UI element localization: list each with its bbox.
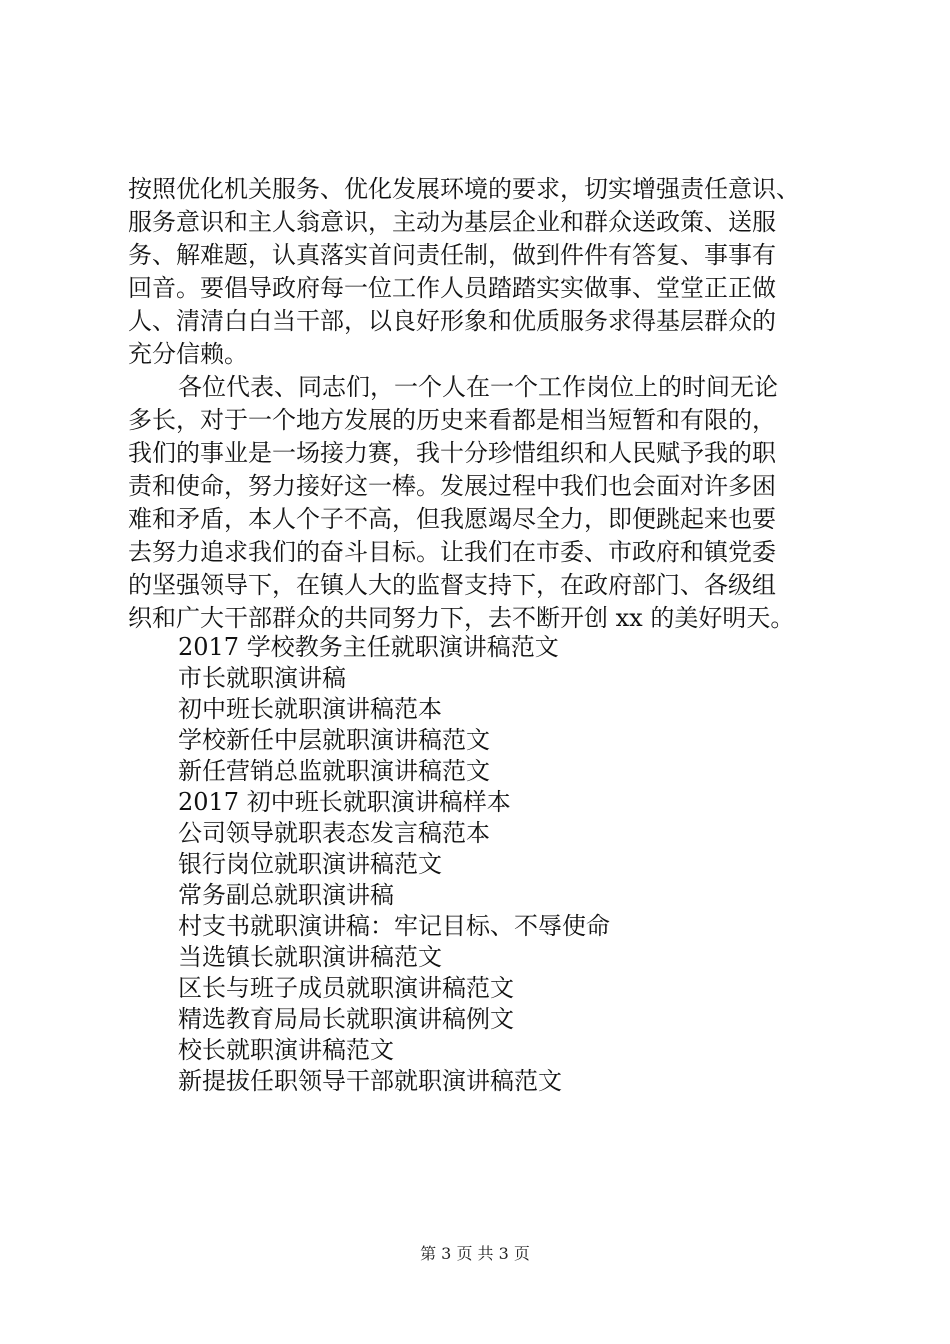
paragraph-line: 去努力追求我们的奋斗目标。让我们在市委、市政府和镇党委 [128, 538, 776, 566]
paragraph-line: 责和使命，努力接好这一棒。发展过程中我们也会面对许多困 [128, 472, 776, 500]
related-article-link[interactable]: 学校新任中层就职演讲稿范文 [178, 726, 490, 754]
paragraph-line: 多长，对于一个地方发展的历史来看都是相当短暂和有限的， [128, 406, 776, 434]
paragraph-line: 织和广大干部群众的共同努力下，去不断开创 xx 的美好明天。 [128, 604, 795, 632]
related-article-link[interactable]: 公司领导就职表态发言稿范本 [178, 819, 490, 847]
related-article-link[interactable]: 精选教育局局长就职演讲稿例文 [178, 1005, 514, 1033]
related-article-link[interactable]: 新任营销总监就职演讲稿范文 [178, 757, 490, 785]
related-article-link[interactable]: 2017 初中班长就职演讲稿样本 [178, 788, 511, 816]
paragraph-line: 我们的事业是一场接力赛，我十分珍惜组织和人民赋予我的职 [128, 439, 776, 467]
paragraph-line: 回音。要倡导政府每一位工作人员踏踏实实做事、堂堂正正做 [128, 274, 776, 302]
paragraph-line: 务、解难题，认真落实首问责任制，做到件件有答复、事事有 [128, 241, 776, 269]
related-article-link[interactable]: 当选镇长就职演讲稿范文 [178, 943, 442, 971]
related-article-link[interactable]: 市长就职演讲稿 [178, 664, 346, 692]
related-article-link[interactable]: 2017 学校教务主任就职演讲稿范文 [178, 633, 559, 661]
related-articles-list [178, 632, 610, 1097]
body-paragraphs [128, 173, 836, 635]
paragraph-line: 按照优化机关服务、优化发展环境的要求，切实增强责任意识、 [128, 175, 800, 203]
paragraph-line: 人、清清白白当干部，以良好形象和优质服务求得基层群众的 [128, 307, 776, 335]
related-article-link[interactable]: 初中班长就职演讲稿范本 [178, 695, 442, 723]
paragraph-line: 各位代表、同志们，一个人在一个工作岗位上的时间无论 [178, 373, 778, 401]
related-article-link[interactable]: 校长就职演讲稿范文 [178, 1036, 394, 1064]
paragraph-line: 难和矛盾，本人个子不高，但我愿竭尽全力，即便跳起来也要 [128, 505, 776, 533]
paragraph-line: 的坚强领导下，在镇人大的监督支持下，在政府部门、各级组 [128, 571, 776, 599]
related-article-link[interactable]: 银行岗位就职演讲稿范文 [178, 850, 442, 878]
paragraph-line: 充分信赖。 [128, 340, 248, 368]
related-article-link[interactable]: 常务副总就职演讲稿 [178, 881, 394, 909]
page-number-footer: 第 3 页 共 3 页 [420, 1244, 530, 1263]
paragraph-line: 服务意识和主人翁意识，主动为基层企业和群众送政策、送服 [128, 208, 776, 236]
related-article-link[interactable]: 村支书就职演讲稿：牢记目标、不辱使命 [178, 912, 610, 940]
related-article-link[interactable]: 区长与班子成员就职演讲稿范文 [178, 974, 514, 1002]
related-article-link[interactable]: 新提拔任职领导干部就职演讲稿范文 [178, 1067, 562, 1095]
